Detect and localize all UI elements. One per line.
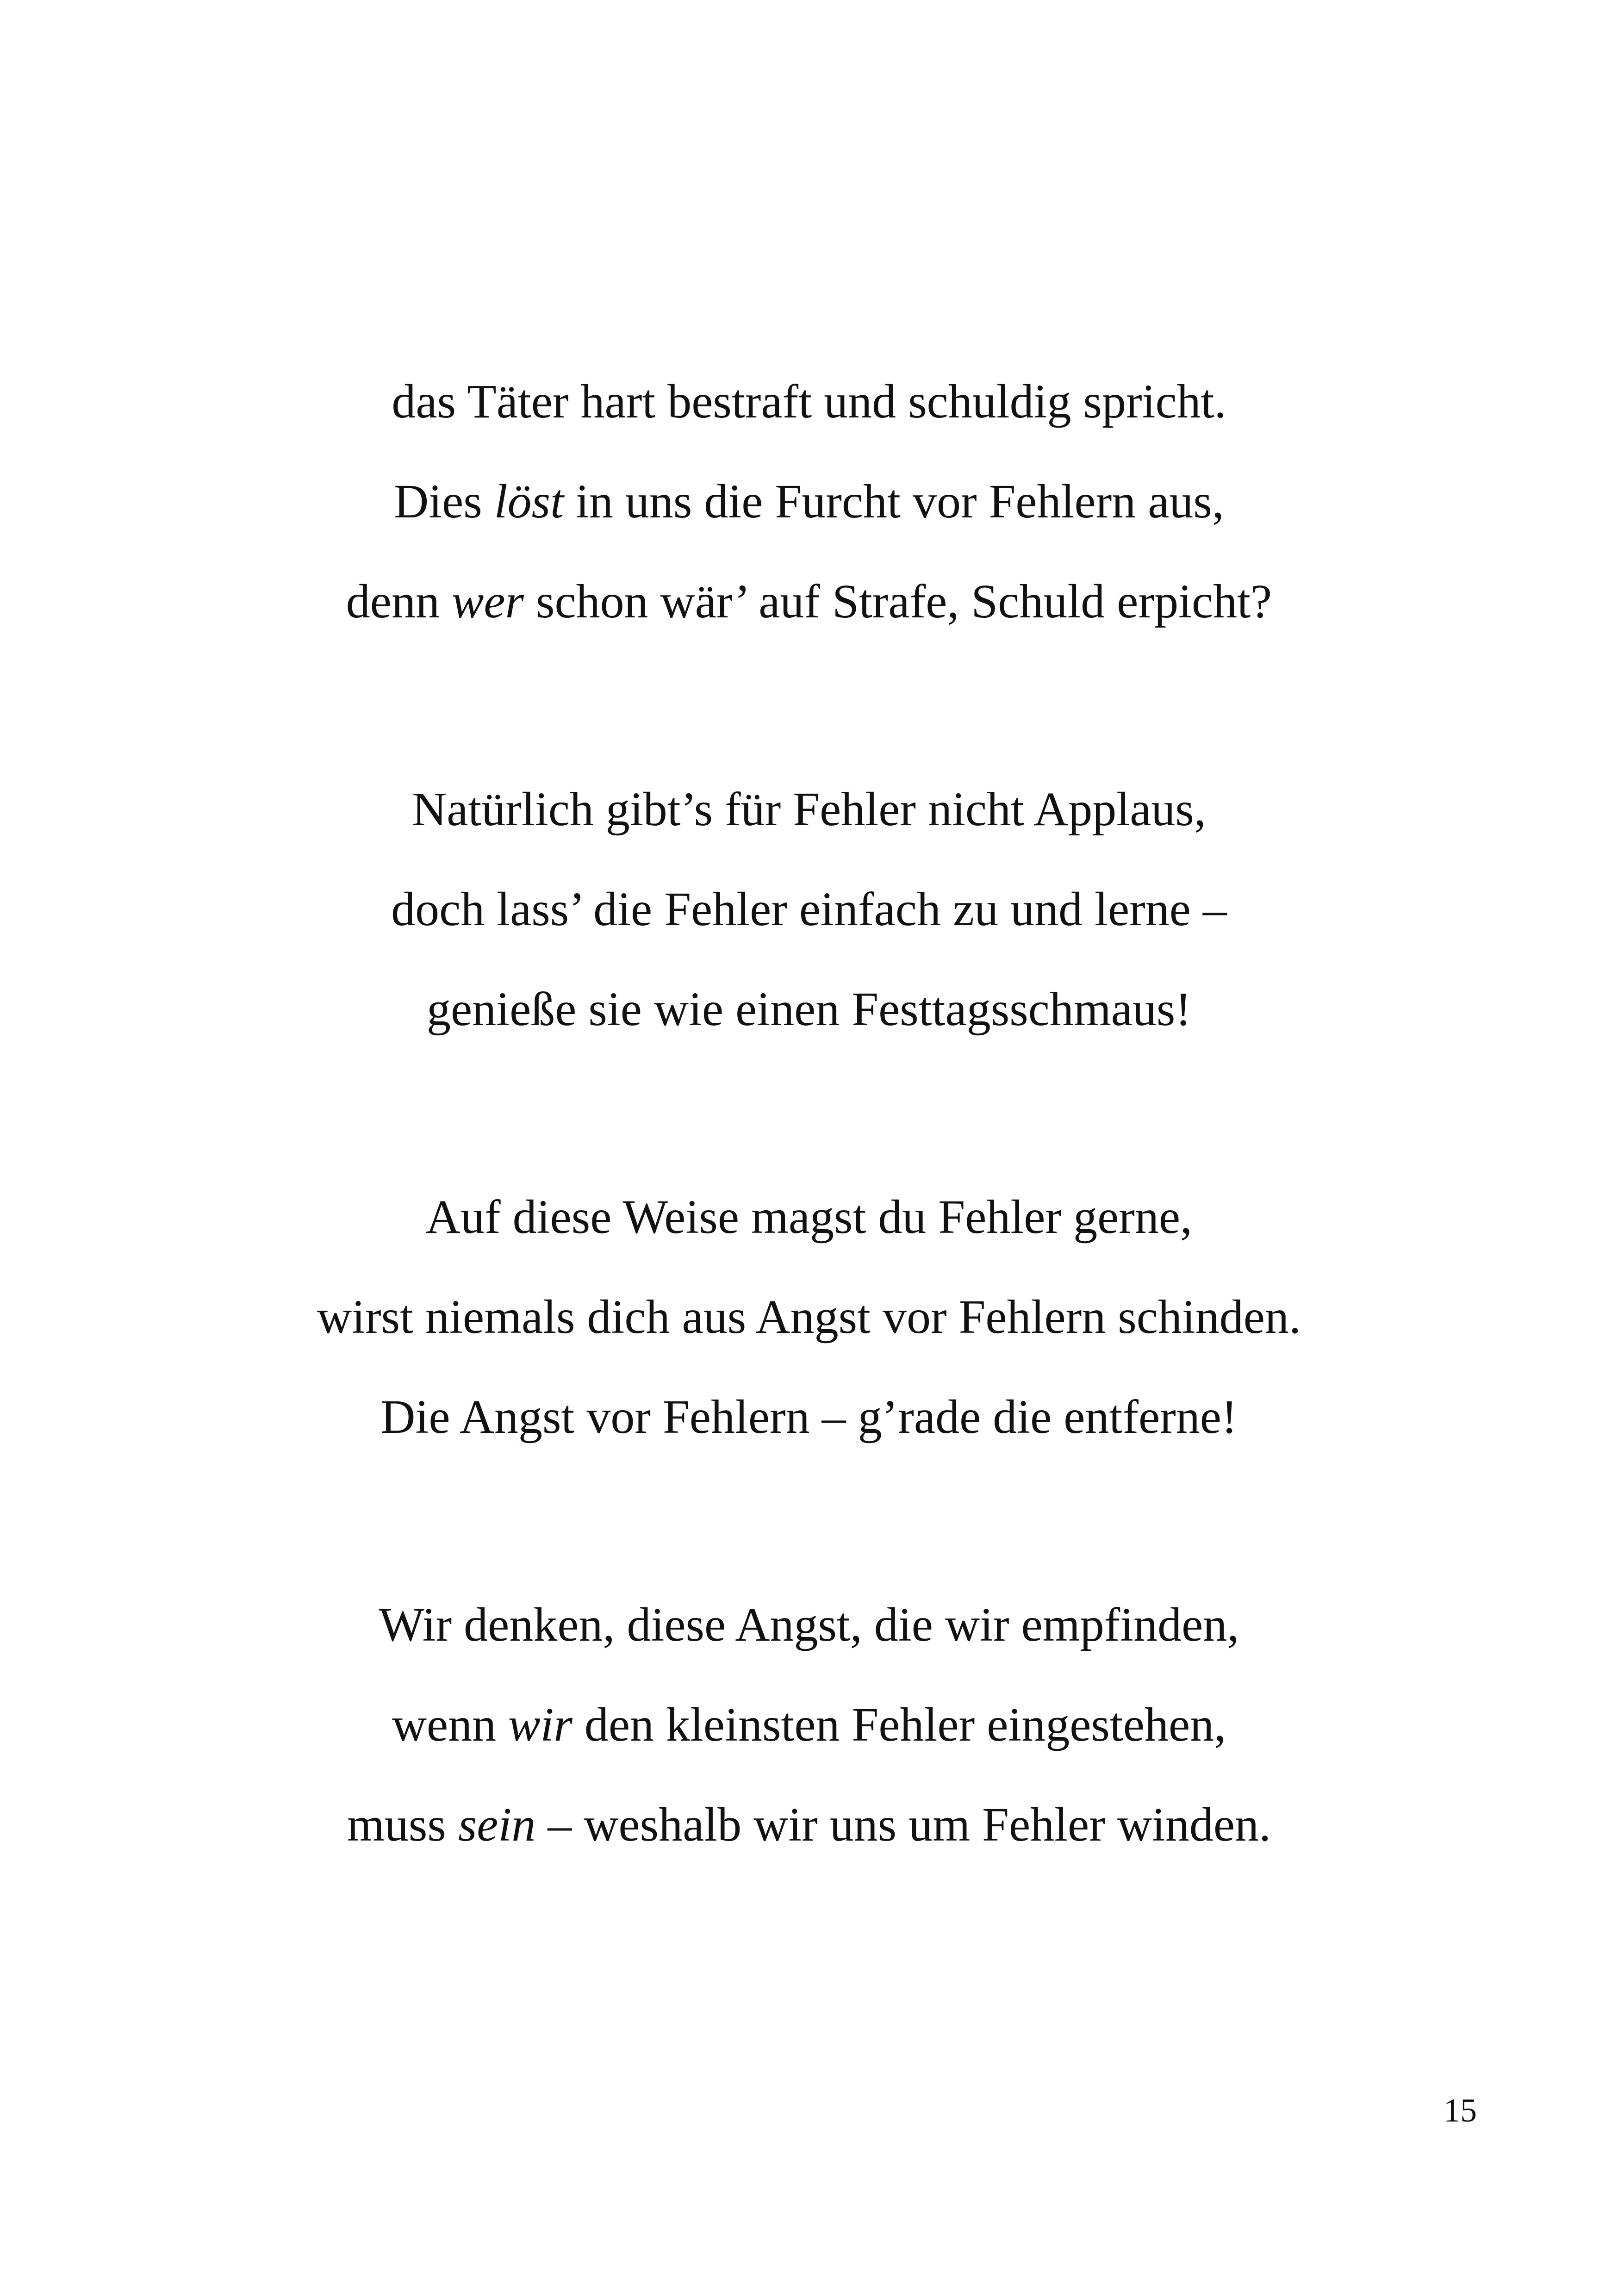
page-number: 15 [1444, 2092, 1477, 2129]
poem-line [0, 1367, 1618, 1467]
line-text: das Täter hart bestraft und schuldig spricht. [392, 375, 1226, 428]
line-text: wirst niemals dich aus Angst vor Fehlern schinden. [317, 1290, 1301, 1344]
poem-line [0, 959, 1618, 1059]
line-text: Wir denken, diese Angst, die wir empfinden, [379, 1598, 1239, 1651]
line-text: den kleinsten Fehler eingestehen, [572, 1698, 1226, 1751]
poem-line [0, 452, 1618, 552]
poem [0, 352, 1618, 1983]
line-text: Auf diese Weise magst du Fehler gerne, [425, 1190, 1193, 1244]
italic-word: löst [494, 475, 564, 528]
poem-line [0, 552, 1618, 652]
poem-line [0, 352, 1618, 452]
line-text: in uns die Furcht vor Fehlern aus, [564, 475, 1224, 528]
stanza [0, 1167, 1618, 1467]
poem-line [0, 1775, 1618, 1875]
poem-line [0, 1267, 1618, 1367]
line-text: genieße sie wie einen Festtagsschmaus! [427, 983, 1191, 1036]
line-text: Die Angst vor Fehlern – g’rade die entferne! [380, 1390, 1238, 1444]
poem-line [0, 759, 1618, 859]
italic-word: wer [451, 575, 524, 628]
line-text: – weshalb wir uns um Fehler winden. [535, 1798, 1271, 1851]
line-text: wenn [392, 1698, 509, 1751]
line-text: Natürlich gibt’s für Fehler nicht Applaus, [412, 783, 1206, 836]
poem-line [0, 1675, 1618, 1775]
poem-line [0, 859, 1618, 959]
line-text: doch lass’ die Fehler einfach zu und lerne – [391, 883, 1227, 936]
stanza [0, 352, 1618, 652]
poem-line [0, 1167, 1618, 1267]
italic-word: wir [508, 1698, 573, 1751]
line-text: denn [346, 575, 452, 628]
line-text: schon wär’ auf Strafe, Schuld erpicht? [523, 575, 1272, 628]
line-text: Dies [394, 475, 494, 528]
italic-word: sein [458, 1798, 536, 1851]
stanza [0, 1575, 1618, 1875]
stanza [0, 759, 1618, 1059]
line-text: muss [347, 1798, 458, 1851]
poem-line [0, 1575, 1618, 1675]
